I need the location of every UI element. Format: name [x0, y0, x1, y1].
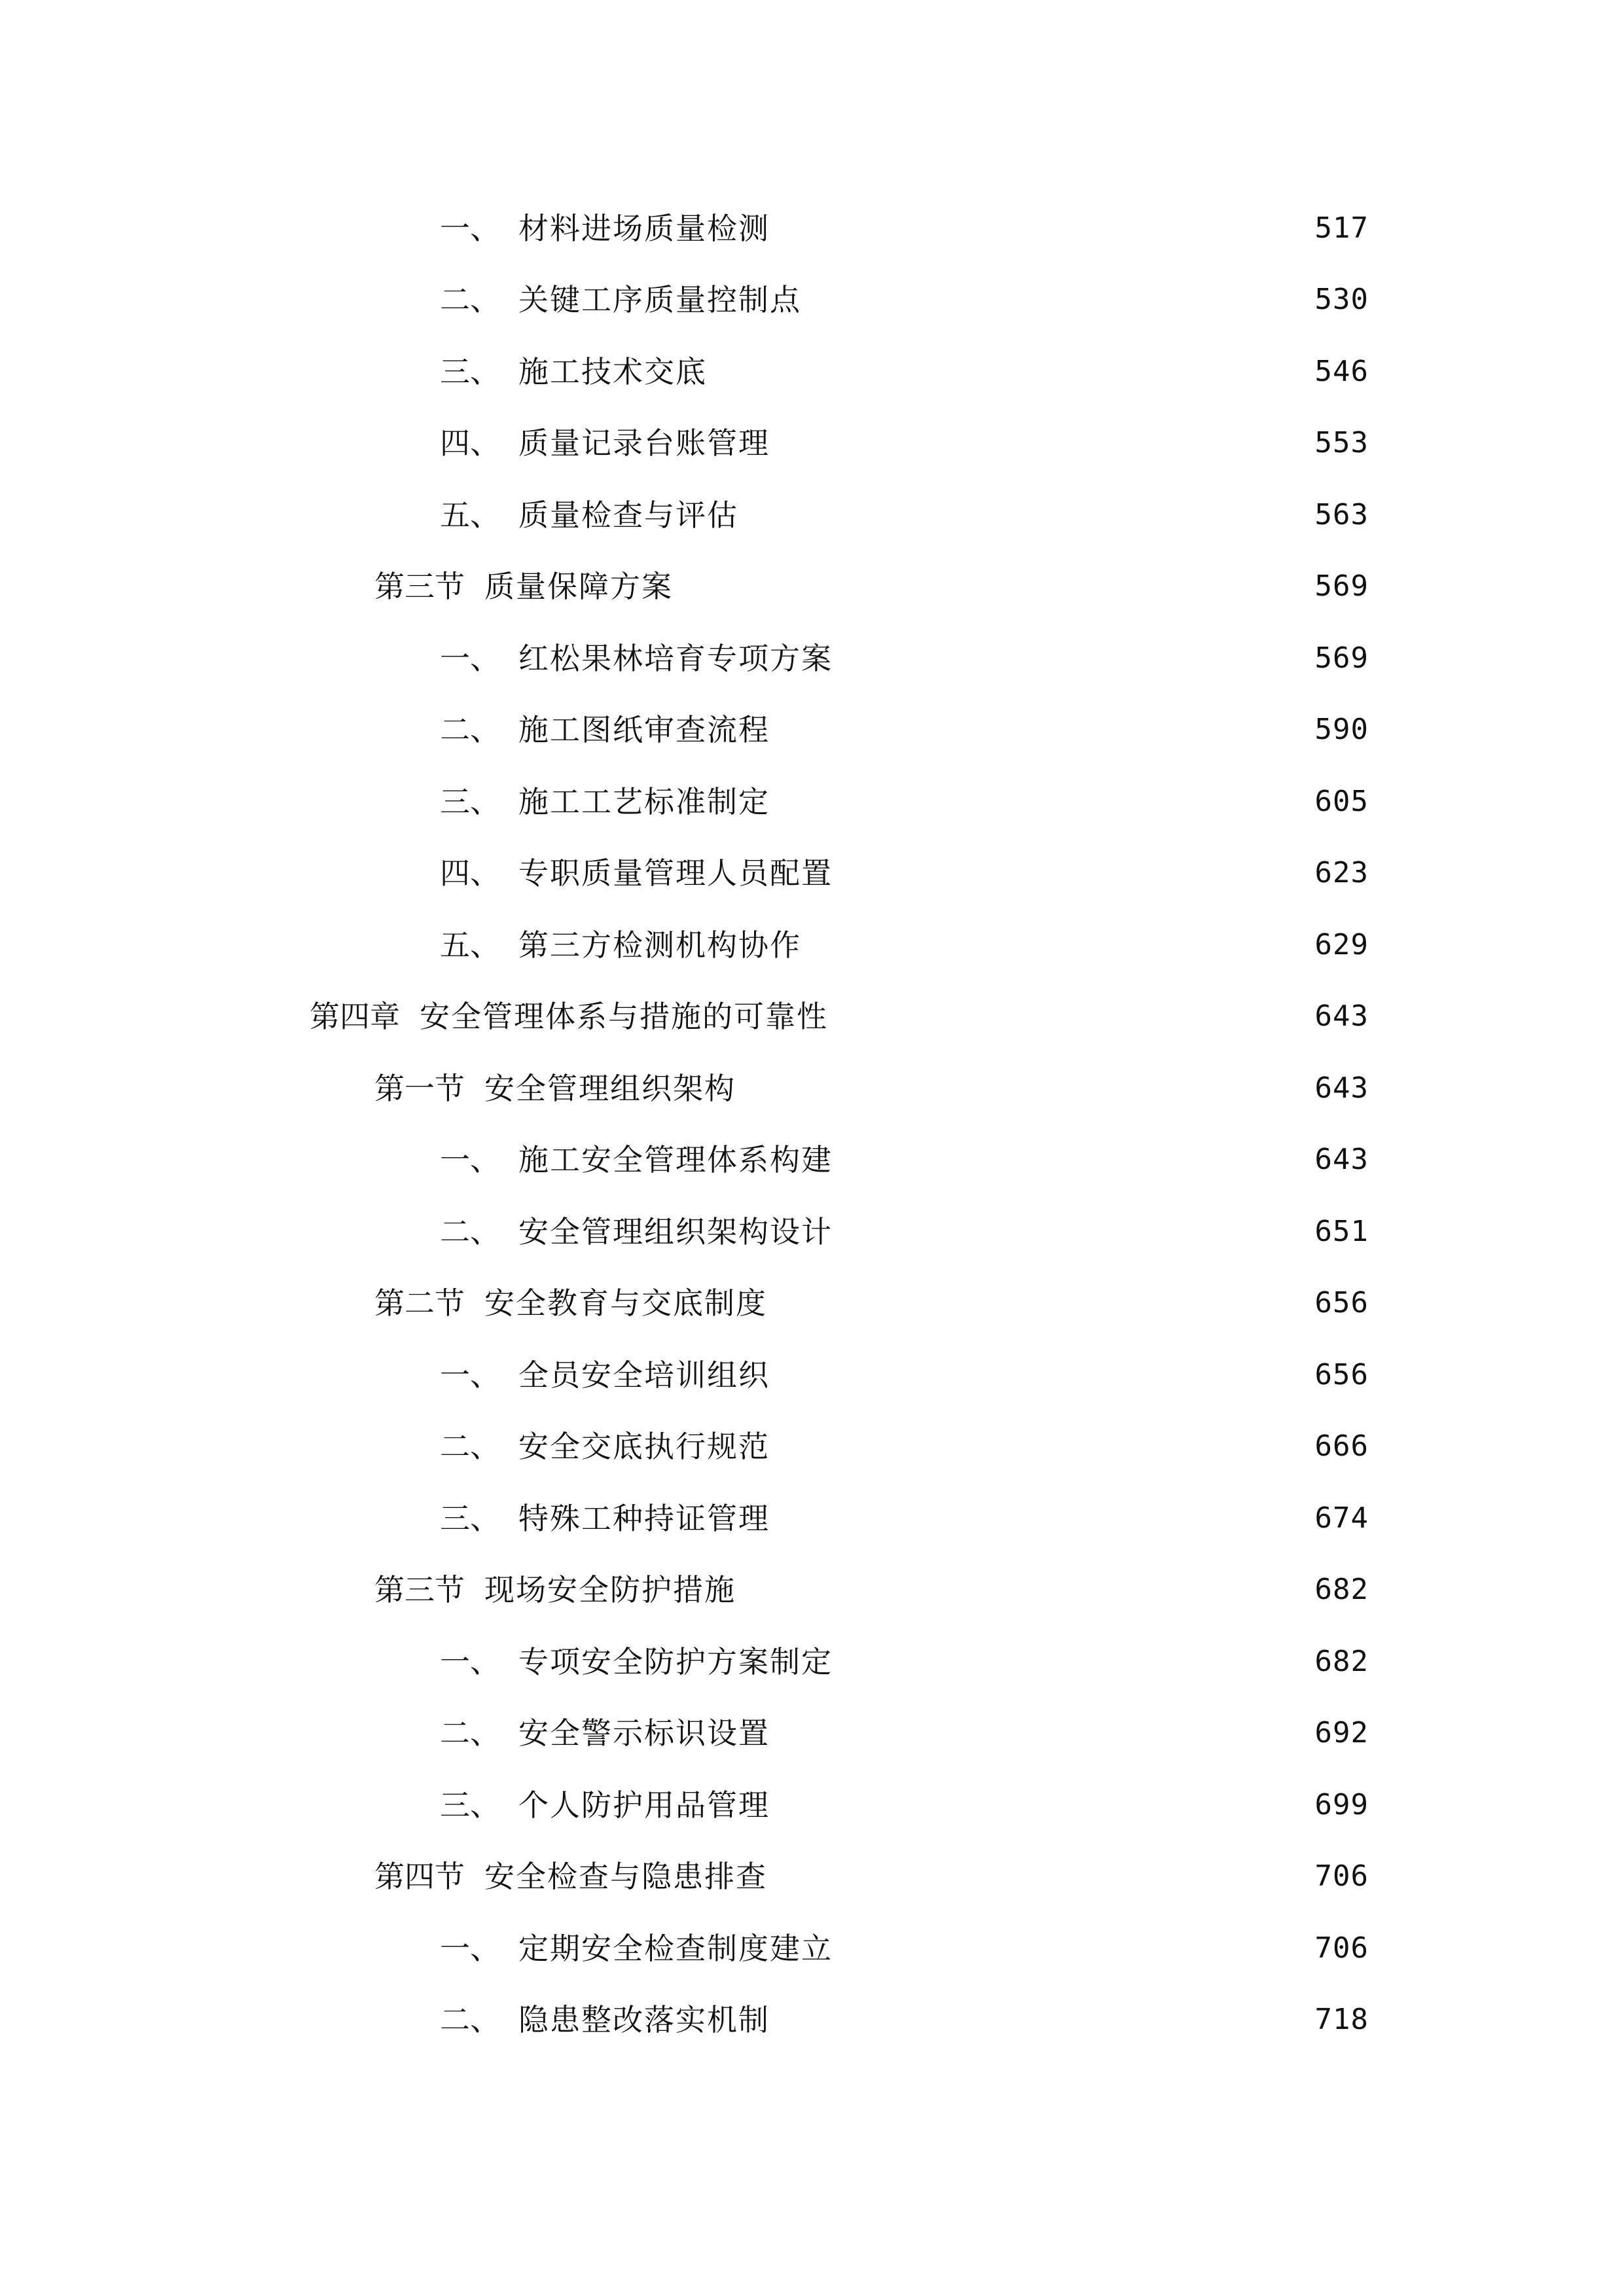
- toc-dot-leader: [842, 1212, 1305, 1251]
- toc-entry-number: 三、: [440, 783, 500, 819]
- toc-dot-leader: [779, 782, 1305, 821]
- toc-entry-page-number: 569: [1314, 569, 1369, 603]
- toc-entry-number: 三、: [440, 353, 500, 389]
- toc-entry-title: 质量保障方案: [484, 569, 673, 605]
- toc-dot-leader: [842, 853, 1305, 893]
- toc-entry-25[interactable]: [0, 1912, 1624, 1984]
- toc-dot-leader: [716, 352, 1305, 391]
- toc-entry-16[interactable]: [0, 1268, 1624, 1340]
- toc-dot-leader: [745, 1570, 1305, 1609]
- toc-entry-page-number: 623: [1314, 856, 1369, 890]
- toc-entry-9[interactable]: [0, 766, 1624, 838]
- toc-entry-page-number: 569: [1314, 641, 1369, 675]
- toc-entry-18[interactable]: [0, 1411, 1624, 1483]
- toc-entry-title: 全员安全培训组织: [518, 1357, 770, 1393]
- toc-entry-5[interactable]: [0, 479, 1624, 551]
- toc-entry-1[interactable]: [0, 192, 1624, 264]
- toc-entry-20[interactable]: [0, 1554, 1624, 1626]
- toc-entry-number: 三、: [440, 1787, 500, 1823]
- toc-entry-title: 关键工序质量控制点: [518, 282, 801, 318]
- toc-dot-leader: [779, 710, 1305, 749]
- toc-entry-title: 专项安全防护方案制定: [518, 1643, 833, 1679]
- toc-entry-23[interactable]: [0, 1769, 1624, 1841]
- toc-dot-leader: [776, 1283, 1305, 1323]
- toc-entry-number: 二、: [440, 2002, 500, 2038]
- toc-entry-21[interactable]: [0, 1626, 1624, 1698]
- toc-entry-title: 施工图纸审查流程: [518, 712, 770, 748]
- toc-entry-page-number: 656: [1314, 1286, 1369, 1320]
- toc-entry-title: 现场安全防护措施: [484, 1572, 736, 1608]
- toc-entry-title: 专职质量管理人员配置: [518, 855, 833, 891]
- toc-entry-title: 个人防护用品管理: [518, 1787, 770, 1823]
- toc-entry-number: 一、: [440, 210, 500, 246]
- toc-entry-title: 安全检查与隐患排查: [484, 1859, 767, 1895]
- toc-dot-leader: [745, 1069, 1305, 1108]
- toc-entry-title: 安全管理体系与措施的可靠性: [420, 999, 828, 1035]
- toc-entry-number: 四、: [440, 855, 500, 891]
- toc-entry-number: 第四节: [374, 1859, 465, 1895]
- toc-dot-leader: [842, 639, 1305, 678]
- toc-entry-number: 第四章: [310, 999, 400, 1035]
- toc-entry-page-number: 692: [1314, 1716, 1369, 1750]
- toc-dot-leader: [779, 1713, 1305, 1753]
- toc-entry-page-number: 706: [1314, 1931, 1369, 1965]
- toc-entry-page-number: 682: [1314, 1644, 1369, 1678]
- toc-entry-page-number: 666: [1314, 1429, 1369, 1463]
- toc-entry-title: 安全管理组织架构设计: [518, 1213, 833, 1249]
- toc-entry-number: 一、: [440, 1142, 500, 1178]
- toc-dot-leader: [842, 1140, 1305, 1179]
- toc-dot-leader: [779, 1785, 1305, 1825]
- toc-entry-2[interactable]: [0, 264, 1624, 336]
- toc-entry-number: 二、: [440, 1213, 500, 1249]
- toc-entry-page-number: 563: [1314, 497, 1369, 531]
- toc-entry-number: 一、: [440, 640, 500, 676]
- toc-dot-leader: [779, 1355, 1305, 1395]
- toc-entry-page-number: 706: [1314, 1859, 1369, 1893]
- toc-dot-leader: [810, 280, 1305, 319]
- toc-entry-number: 二、: [440, 282, 500, 318]
- toc-dot-leader: [842, 1642, 1305, 1681]
- toc-entry-title: 第三方检测机构协作: [518, 927, 801, 963]
- toc-entry-number: 二、: [440, 1715, 500, 1751]
- toc-dot-leader: [779, 1427, 1305, 1466]
- toc-entry-number: 一、: [440, 1643, 500, 1679]
- toc-dot-leader: [779, 209, 1305, 248]
- toc-entry-24[interactable]: [0, 1841, 1624, 1913]
- toc-entry-page-number: 605: [1314, 784, 1369, 818]
- toc-entry-number: 二、: [440, 1429, 500, 1465]
- toc-entry-15[interactable]: [0, 1196, 1624, 1268]
- toc-entry-title: 质量记录台账管理: [518, 425, 770, 461]
- toc-entry-number: 五、: [440, 927, 500, 963]
- toc-entry-page-number: 718: [1314, 2003, 1369, 2037]
- toc-entry-title: 安全警示标识设置: [518, 1715, 770, 1751]
- toc-entry-3[interactable]: [0, 336, 1624, 408]
- toc-entry-page-number: 651: [1314, 1214, 1369, 1248]
- toc-entry-page-number: 629: [1314, 927, 1369, 961]
- toc-entry-7[interactable]: [0, 622, 1624, 694]
- toc-entry-number: 第三节: [374, 569, 465, 605]
- toc-entry-12[interactable]: [0, 981, 1624, 1053]
- toc-dot-leader: [776, 1857, 1305, 1896]
- toc-dot-leader: [748, 495, 1305, 535]
- toc-entry-number: 一、: [440, 1357, 500, 1393]
- toc-entry-title: 隐患整改落实机制: [518, 2002, 770, 2038]
- toc-entry-4[interactable]: [0, 408, 1624, 480]
- toc-entry-title: 材料进场质量检测: [518, 210, 770, 246]
- toc-entry-title: 特殊工种持证管理: [518, 1500, 770, 1536]
- toc-dot-leader: [779, 2000, 1305, 2039]
- toc-entry-page-number: 682: [1314, 1573, 1369, 1607]
- toc-entry-title: 安全管理组织架构: [484, 1070, 736, 1106]
- toc-dot-leader: [779, 1499, 1305, 1538]
- toc-entry-page-number: 656: [1314, 1357, 1369, 1391]
- toc-entry-number: 四、: [440, 425, 500, 461]
- toc-dot-leader: [842, 1929, 1305, 1968]
- toc-dot-leader: [837, 997, 1305, 1036]
- toc-entry-title: 安全交底执行规范: [518, 1429, 770, 1465]
- toc-entry-title: 红松果林培育专项方案: [518, 640, 833, 676]
- toc-entry-19[interactable]: [0, 1482, 1624, 1554]
- toc-entry-page-number: 674: [1314, 1501, 1369, 1535]
- toc-entry-page-number: 643: [1314, 1071, 1369, 1105]
- toc-entry-page-number: 643: [1314, 999, 1369, 1033]
- toc-entry-number: 三、: [440, 1500, 500, 1536]
- toc-entry-number: 第一节: [374, 1070, 465, 1106]
- toc-entry-title: 施工安全管理体系构建: [518, 1142, 833, 1178]
- toc-entry-page-number: 517: [1314, 211, 1369, 245]
- toc-entry-title: 施工工艺标准制定: [518, 783, 770, 819]
- toc-entry-8[interactable]: [0, 694, 1624, 766]
- toc-entry-17[interactable]: [0, 1339, 1624, 1411]
- table-of-contents: [0, 192, 1624, 2056]
- toc-entry-title: 定期安全检查制度建立: [518, 1930, 833, 1966]
- toc-entry-10[interactable]: [0, 838, 1624, 910]
- toc-entry-6[interactable]: [0, 551, 1624, 623]
- toc-entry-page-number: 530: [1314, 283, 1369, 317]
- toc-dot-leader: [810, 925, 1305, 965]
- toc-entry-title: 施工技术交底: [518, 353, 707, 389]
- toc-entry-13[interactable]: [0, 1052, 1624, 1124]
- toc-entry-page-number: 590: [1314, 713, 1369, 747]
- toc-entry-number: 一、: [440, 1930, 500, 1966]
- toc-entry-22[interactable]: [0, 1698, 1624, 1770]
- toc-entry-page-number: 546: [1314, 354, 1369, 388]
- toc-entry-number: 第二节: [374, 1285, 465, 1321]
- toc-entry-number: 第三节: [374, 1572, 465, 1608]
- toc-entry-page-number: 699: [1314, 1787, 1369, 1821]
- toc-entry-page-number: 553: [1314, 426, 1369, 460]
- toc-dot-leader: [779, 423, 1305, 463]
- toc-entry-title: 质量检查与评估: [518, 497, 738, 533]
- toc-dot-leader: [682, 567, 1305, 606]
- toc-entry-title: 安全教育与交底制度: [484, 1285, 767, 1321]
- toc-entry-11[interactable]: [0, 909, 1624, 981]
- toc-entry-page-number: 643: [1314, 1143, 1369, 1177]
- toc-entry-26[interactable]: [0, 1984, 1624, 2056]
- toc-entry-number: 二、: [440, 712, 500, 748]
- toc-entry-number: 五、: [440, 497, 500, 533]
- toc-entry-14[interactable]: [0, 1124, 1624, 1196]
